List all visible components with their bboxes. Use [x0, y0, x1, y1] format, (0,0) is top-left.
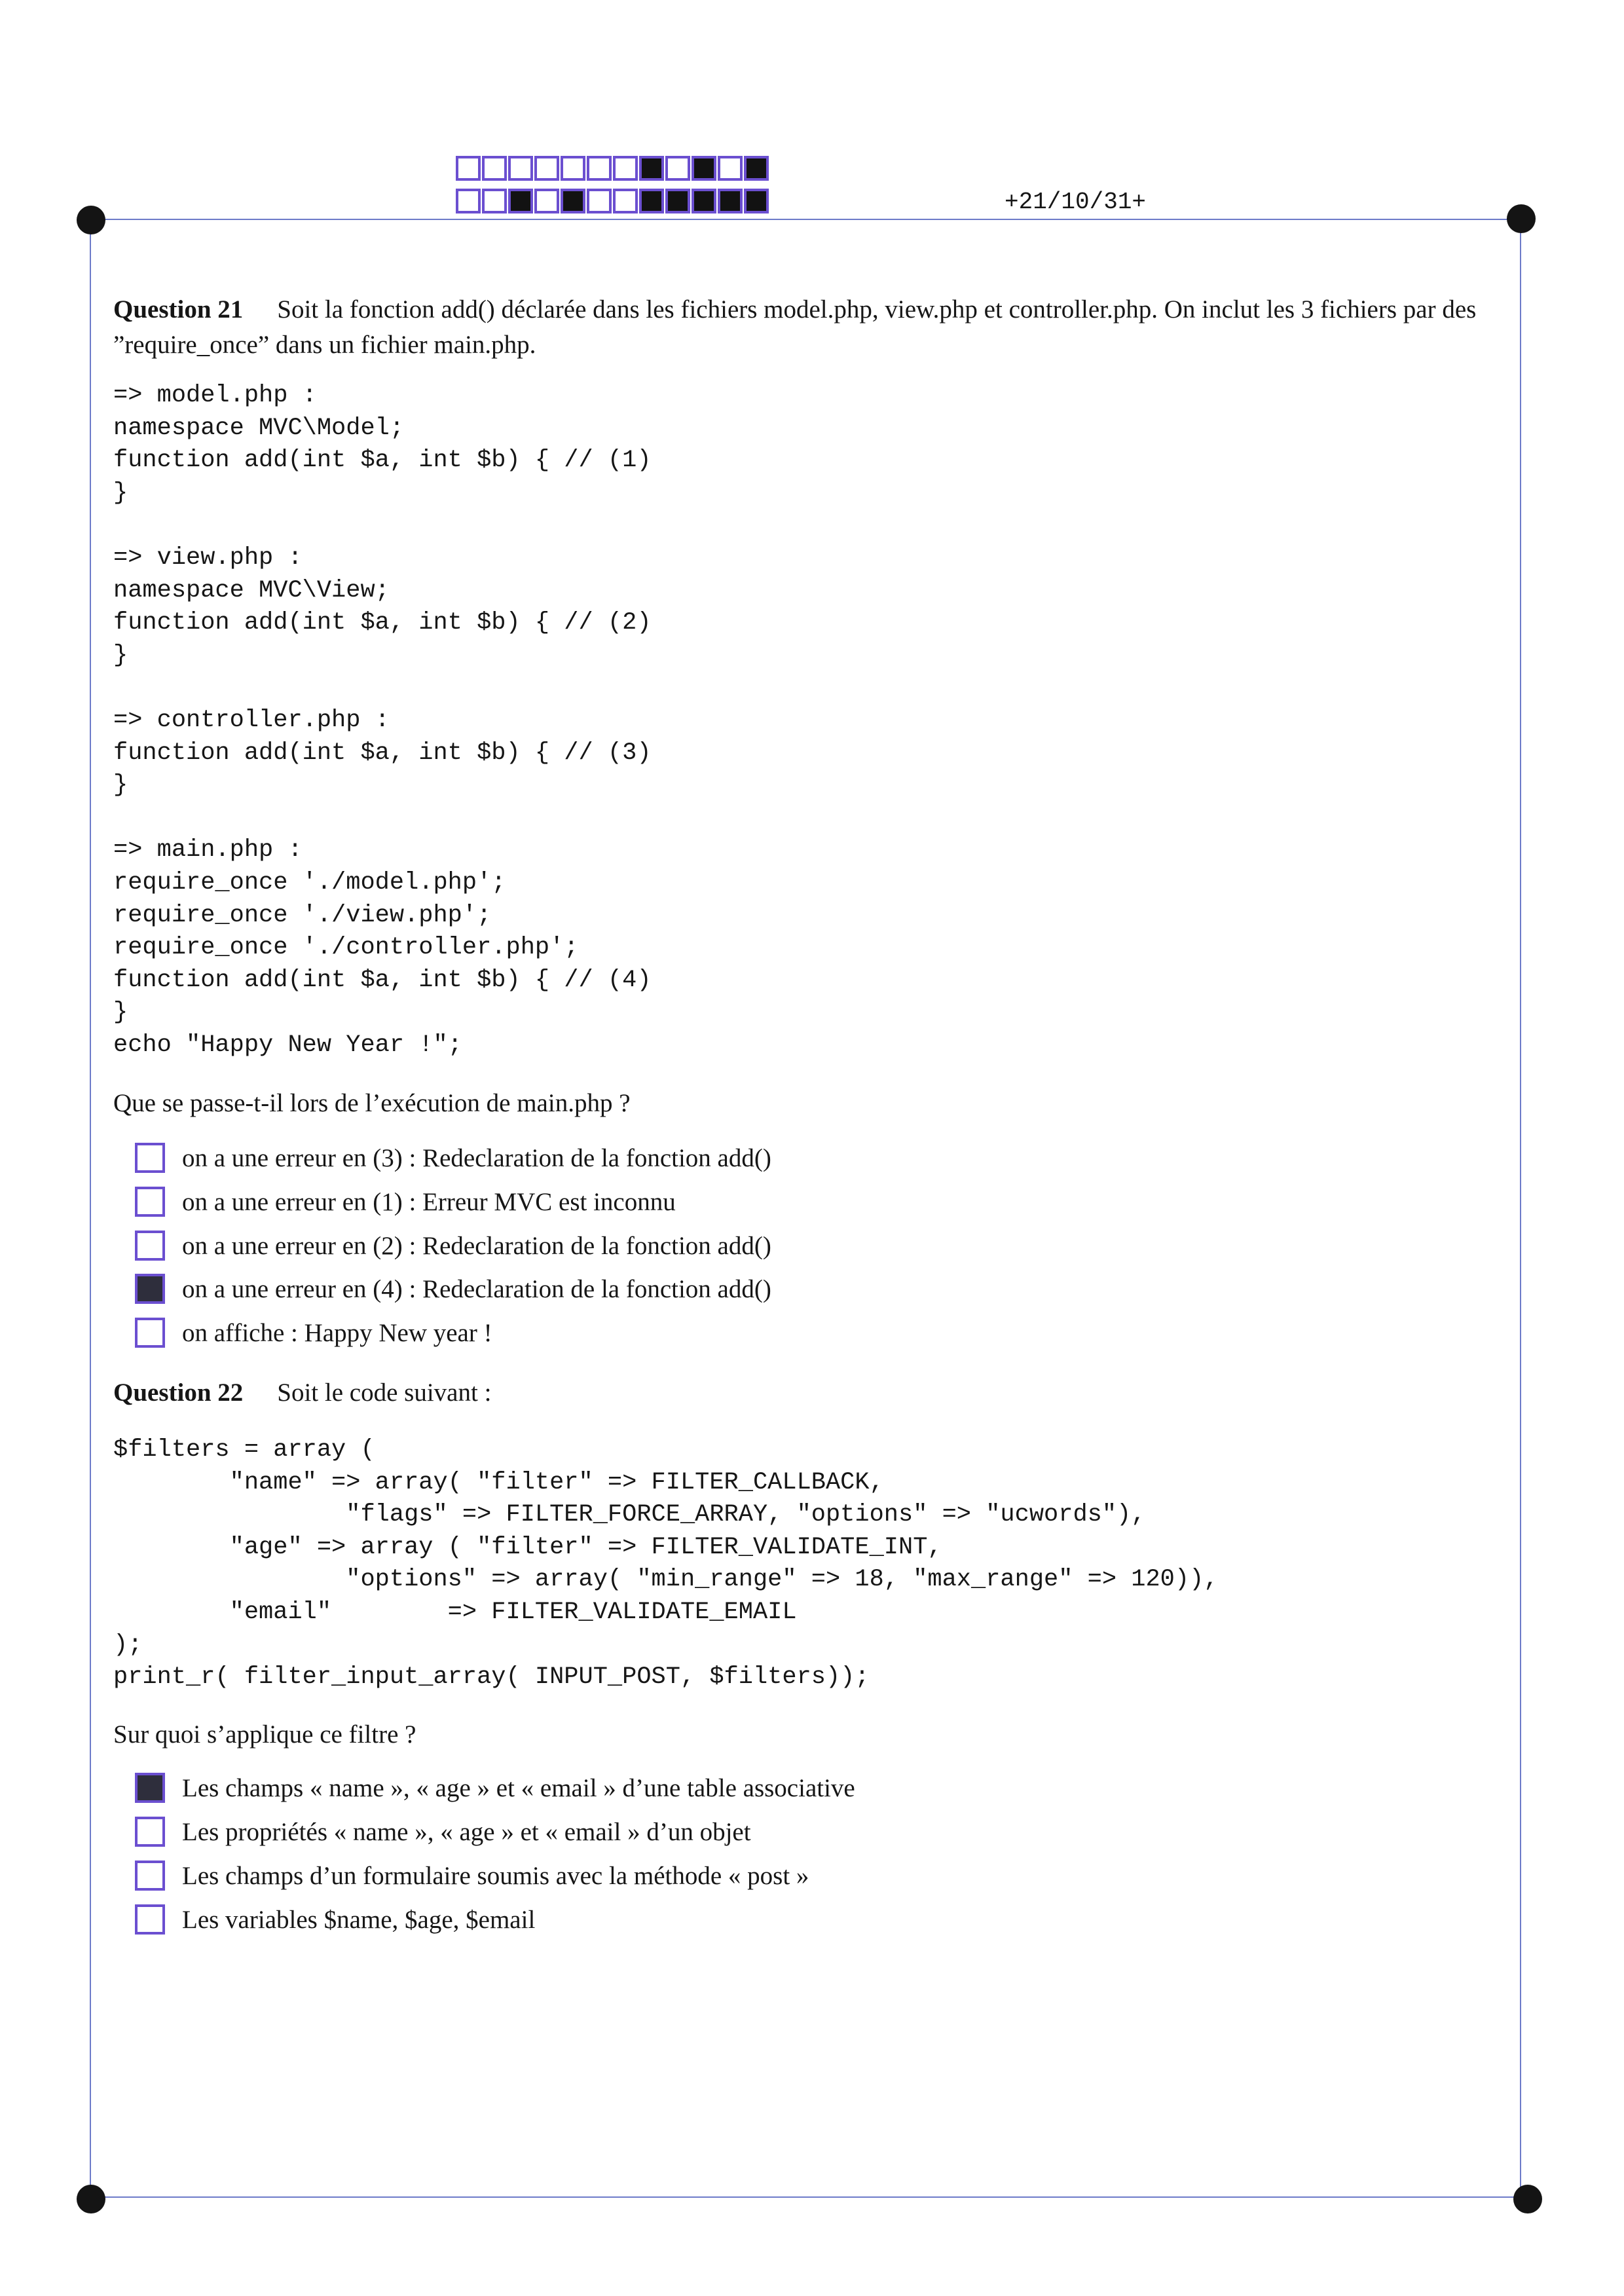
q21-option-text: on a une erreur en (4) : Redeclaration de la fonction add() [182, 1274, 771, 1303]
q21-option-text: on a une erreur en (2) : Redeclaration de la fonction add() [182, 1231, 771, 1260]
code-cell [534, 156, 559, 181]
code-cell [534, 189, 559, 213]
q22-checkbox[interactable] [135, 1773, 165, 1803]
code-cell [587, 189, 612, 213]
code-cell [744, 189, 769, 213]
question-21-statement [113, 292, 1502, 363]
code-cell [692, 189, 716, 213]
q21-option[interactable] [135, 1314, 492, 1352]
q22-checkbox[interactable] [135, 1861, 165, 1891]
code-cell [692, 156, 716, 181]
question-22-statement [113, 1375, 1502, 1411]
binary-code-row-2 [456, 189, 770, 213]
code-cell [639, 189, 664, 213]
code-cell [482, 156, 507, 181]
question-22-text: Soit le code suivant : [277, 1379, 492, 1407]
q22-option-text: Les variables $name, $age, $email [182, 1905, 536, 1934]
code-cell [639, 156, 664, 181]
q22-option-text: Les propriétés « name », « age » et « email » d’un objet [182, 1817, 751, 1846]
code-cell [508, 156, 533, 181]
q21-checkbox[interactable] [135, 1274, 165, 1304]
corner-marker-bottom-left [77, 2185, 105, 2213]
code-cell [482, 189, 507, 213]
q21-checkbox[interactable] [135, 1187, 165, 1217]
q22-checkbox[interactable] [135, 1904, 165, 1935]
code-cell [613, 189, 638, 213]
q21-option[interactable] [135, 1139, 771, 1177]
q22-option-text: Les champs « name », « age » et « email » d’une table associative [182, 1773, 855, 1802]
q22-option[interactable] [135, 1900, 535, 1938]
q21-option-text: on a une erreur en (1) : Erreur MVC est inconnu [182, 1187, 676, 1216]
q22-checkbox[interactable] [135, 1817, 165, 1847]
question-22-code: $filters = array ( "name" => array( "filter" => FILTER_CALLBACK, "flags" => FILTER_FORCE_ARRAY, "options" => "ucwords"), "age" => array ( "filter" => FILTER_VALIDATE_INT, "options" => array( "min_range" => 18, "max_range" => 120)), "email" => FILTER_VALIDATE_EMAIL ); print_r( filter_input_array( INPUT_POST, $filters)); [113, 1436, 1219, 1692]
code-cell [456, 189, 481, 213]
q22-option[interactable] [135, 1813, 751, 1851]
code-cell [561, 156, 585, 181]
q21-option[interactable] [135, 1227, 771, 1265]
q21-option[interactable] [135, 1270, 771, 1308]
q22-option[interactable] [135, 1857, 809, 1895]
q22-option-text: Les champs d’un formulaire soumis avec la méthode « post » [182, 1861, 809, 1890]
code-cell [718, 189, 743, 213]
q21-option[interactable] [135, 1183, 676, 1221]
question-22-label: Question 22 [113, 1379, 244, 1407]
corner-marker-top-right [1507, 204, 1536, 233]
q21-checkbox[interactable] [135, 1231, 165, 1261]
q21-option-text: on a une erreur en (3) : Redeclaration de la fonction add() [182, 1143, 771, 1172]
code-cell [665, 156, 690, 181]
question-21-prompt: Que se passe-t-il lors de l’exécution de main.php ? [113, 1089, 631, 1117]
question-21-code: => model.php : namespace MVC\Model; function add(int $a, int $b) { // (1) } => view.php : namespace MVC\View; function add(int $a, int $b) { // (2) } => controller.php : function add(int $a, int $b) { // (3) } => main.php : require_once './model.php'; require_once './view.php'; require_once './controller.php'; function add(int $a, int $b) { // (4) } echo "Happy New Year !"; [113, 382, 652, 1059]
corner-marker-bottom-right [1513, 2185, 1542, 2213]
page-id: +21/10/31+ [1005, 189, 1147, 215]
code-cell [456, 156, 481, 181]
code-cell [587, 156, 612, 181]
corner-marker-top-left [77, 206, 105, 234]
code-cell [718, 156, 743, 181]
q22-option[interactable] [135, 1769, 855, 1807]
question-22-prompt: Sur quoi s’applique ce filtre ? [113, 1720, 416, 1749]
question-21-text: Soit la fonction add() déclarée dans les fichiers model.php, view.php et controller.php. On inclut les 3 fichiers par des ”require_once” dans un fichier main.php. [113, 295, 1477, 359]
code-cell [613, 156, 638, 181]
q21-option-text: on affiche : Happy New year ! [182, 1318, 492, 1347]
binary-code-row-1 [456, 156, 770, 181]
q21-checkbox[interactable] [135, 1143, 165, 1173]
code-cell [665, 189, 690, 213]
code-cell [508, 189, 533, 213]
q21-checkbox[interactable] [135, 1318, 165, 1348]
code-cell [744, 156, 769, 181]
question-21-label: Question 21 [113, 295, 244, 324]
code-cell [561, 189, 585, 213]
